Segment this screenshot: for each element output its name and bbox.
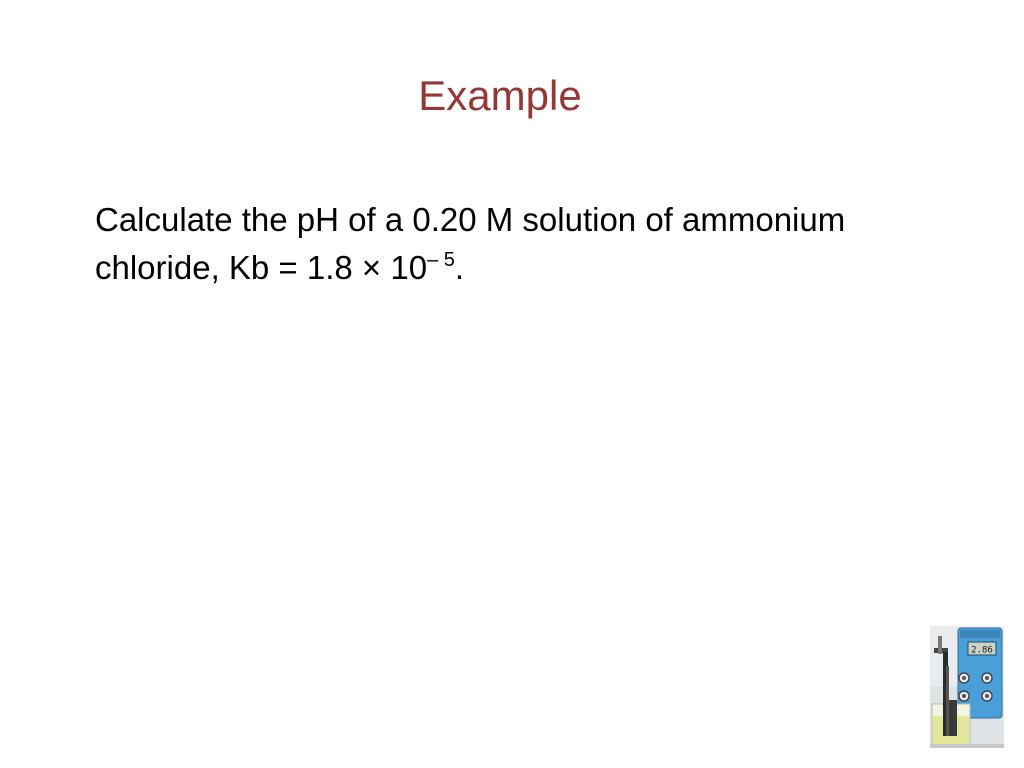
ph-meter-image [930, 626, 1004, 748]
slide-title [0, 66, 1000, 126]
problem-line-2-end: . [454, 249, 465, 286]
exponent: – 5 [427, 249, 455, 271]
ph-meter-photo [930, 626, 1004, 748]
slide-title-text: Example [418, 72, 582, 119]
problem-line-2-text: chloride, Kb = 1.8 × 10 [95, 249, 428, 286]
problem-line-2 [95, 244, 975, 292]
meter-display-reading: 2.86 [971, 645, 993, 656]
problem-statement [95, 196, 975, 292]
problem-line-1: Calculate the pH of a 0.20 M solution of ammonium [95, 201, 846, 238]
